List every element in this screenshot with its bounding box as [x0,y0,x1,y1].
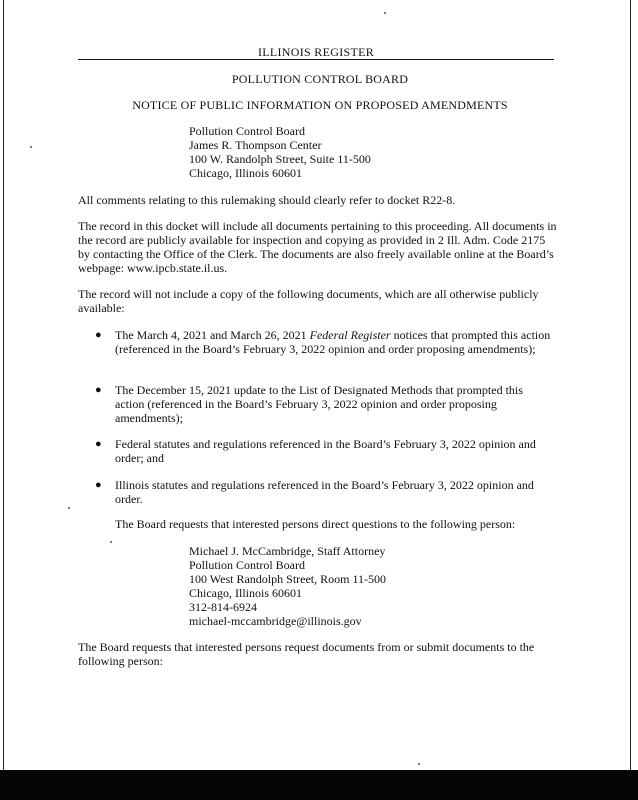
documents-paragraph: The Board requests that interested persons request documents from or submit documents to the following person: [78,640,535,668]
bullet-icon: ● [95,384,102,396]
contact-block [189,544,386,628]
docket-paragraph: All comments relating to this rulemaking should clearly refer to docket R22-8. [78,193,456,207]
address-line: Pollution Control Board [189,124,306,138]
bullet-text: Illinois statutes and regulations referenced in the Board’s February 3, 2022 opinion and order. [115,478,534,506]
bullet-text: Federal statutes and regulations referenced in the Board’s February 3, 2022 opinion and order; and [115,437,536,465]
contact-email: michael-mccambridge@illinois.gov [189,614,362,628]
address-line: Chicago, Illinois 60601 [189,166,302,180]
record-paragraph: The record in this docket will include all documents pertaining to this proceeding. All documents in the record are publicly available for inspection and copying as provided in 2 Ill. Adm. Code 2175 by contacting the Office of the Clerk. The documents are also freely available online at the Board’s webpage: www.ipcb.state.il.us. [78,219,557,275]
bullet-icon: ● [95,438,102,450]
scan-bottom-bar [0,770,638,800]
register-header: ILLINOIS REGISTER [257,45,375,59]
scan-speck [110,541,112,543]
board-address [189,124,371,180]
bullet-icon: ● [95,479,102,491]
exclusion-paragraph: The record will not include a copy of the following documents, which are all otherwise publicly available: [78,287,539,315]
contact-org: Pollution Control Board [189,558,306,572]
scan-speck [68,507,70,509]
bullet-text: The December 15, 2021 update to the List of Designated Methods that prompted this action (referenced in the Board’s February 3, 2022 opinion and order proposing amendments); [115,383,523,425]
scan-speck [30,146,32,148]
contact-phone: 312-814-6924 [189,600,257,614]
federal-register-italic: Federal Register [309,328,391,342]
contact-city: Chicago, Illinois 60601 [189,586,302,600]
questions-paragraph: The Board requests that interested persons direct questions to the following person: [115,517,516,531]
agency-title: POLLUTION CONTROL BOARD [231,72,409,86]
bullet-icon: ● [95,329,102,341]
address-line: James R. Thompson Center [189,138,322,152]
notice-title: NOTICE OF PUBLIC INFORMATION ON PROPOSED AMENDMENTS [132,98,508,112]
bullet-text: The March 4, 2021 and March 26, 2021 Federal Register notices that prompted this action (referenced in the Board’s February 3, 2022 opinion and order proposing amendments); [115,328,551,356]
scan-speck [384,12,386,14]
contact-street: 100 West Randolph Street, Room 11-500 [189,572,387,586]
contact-name: Michael J. McCambridge, Staff Attorney [189,544,386,558]
header-rule [78,59,554,60]
scan-speck [418,763,420,765]
address-line: 100 W. Randolph Street, Suite 11-500 [189,152,371,166]
